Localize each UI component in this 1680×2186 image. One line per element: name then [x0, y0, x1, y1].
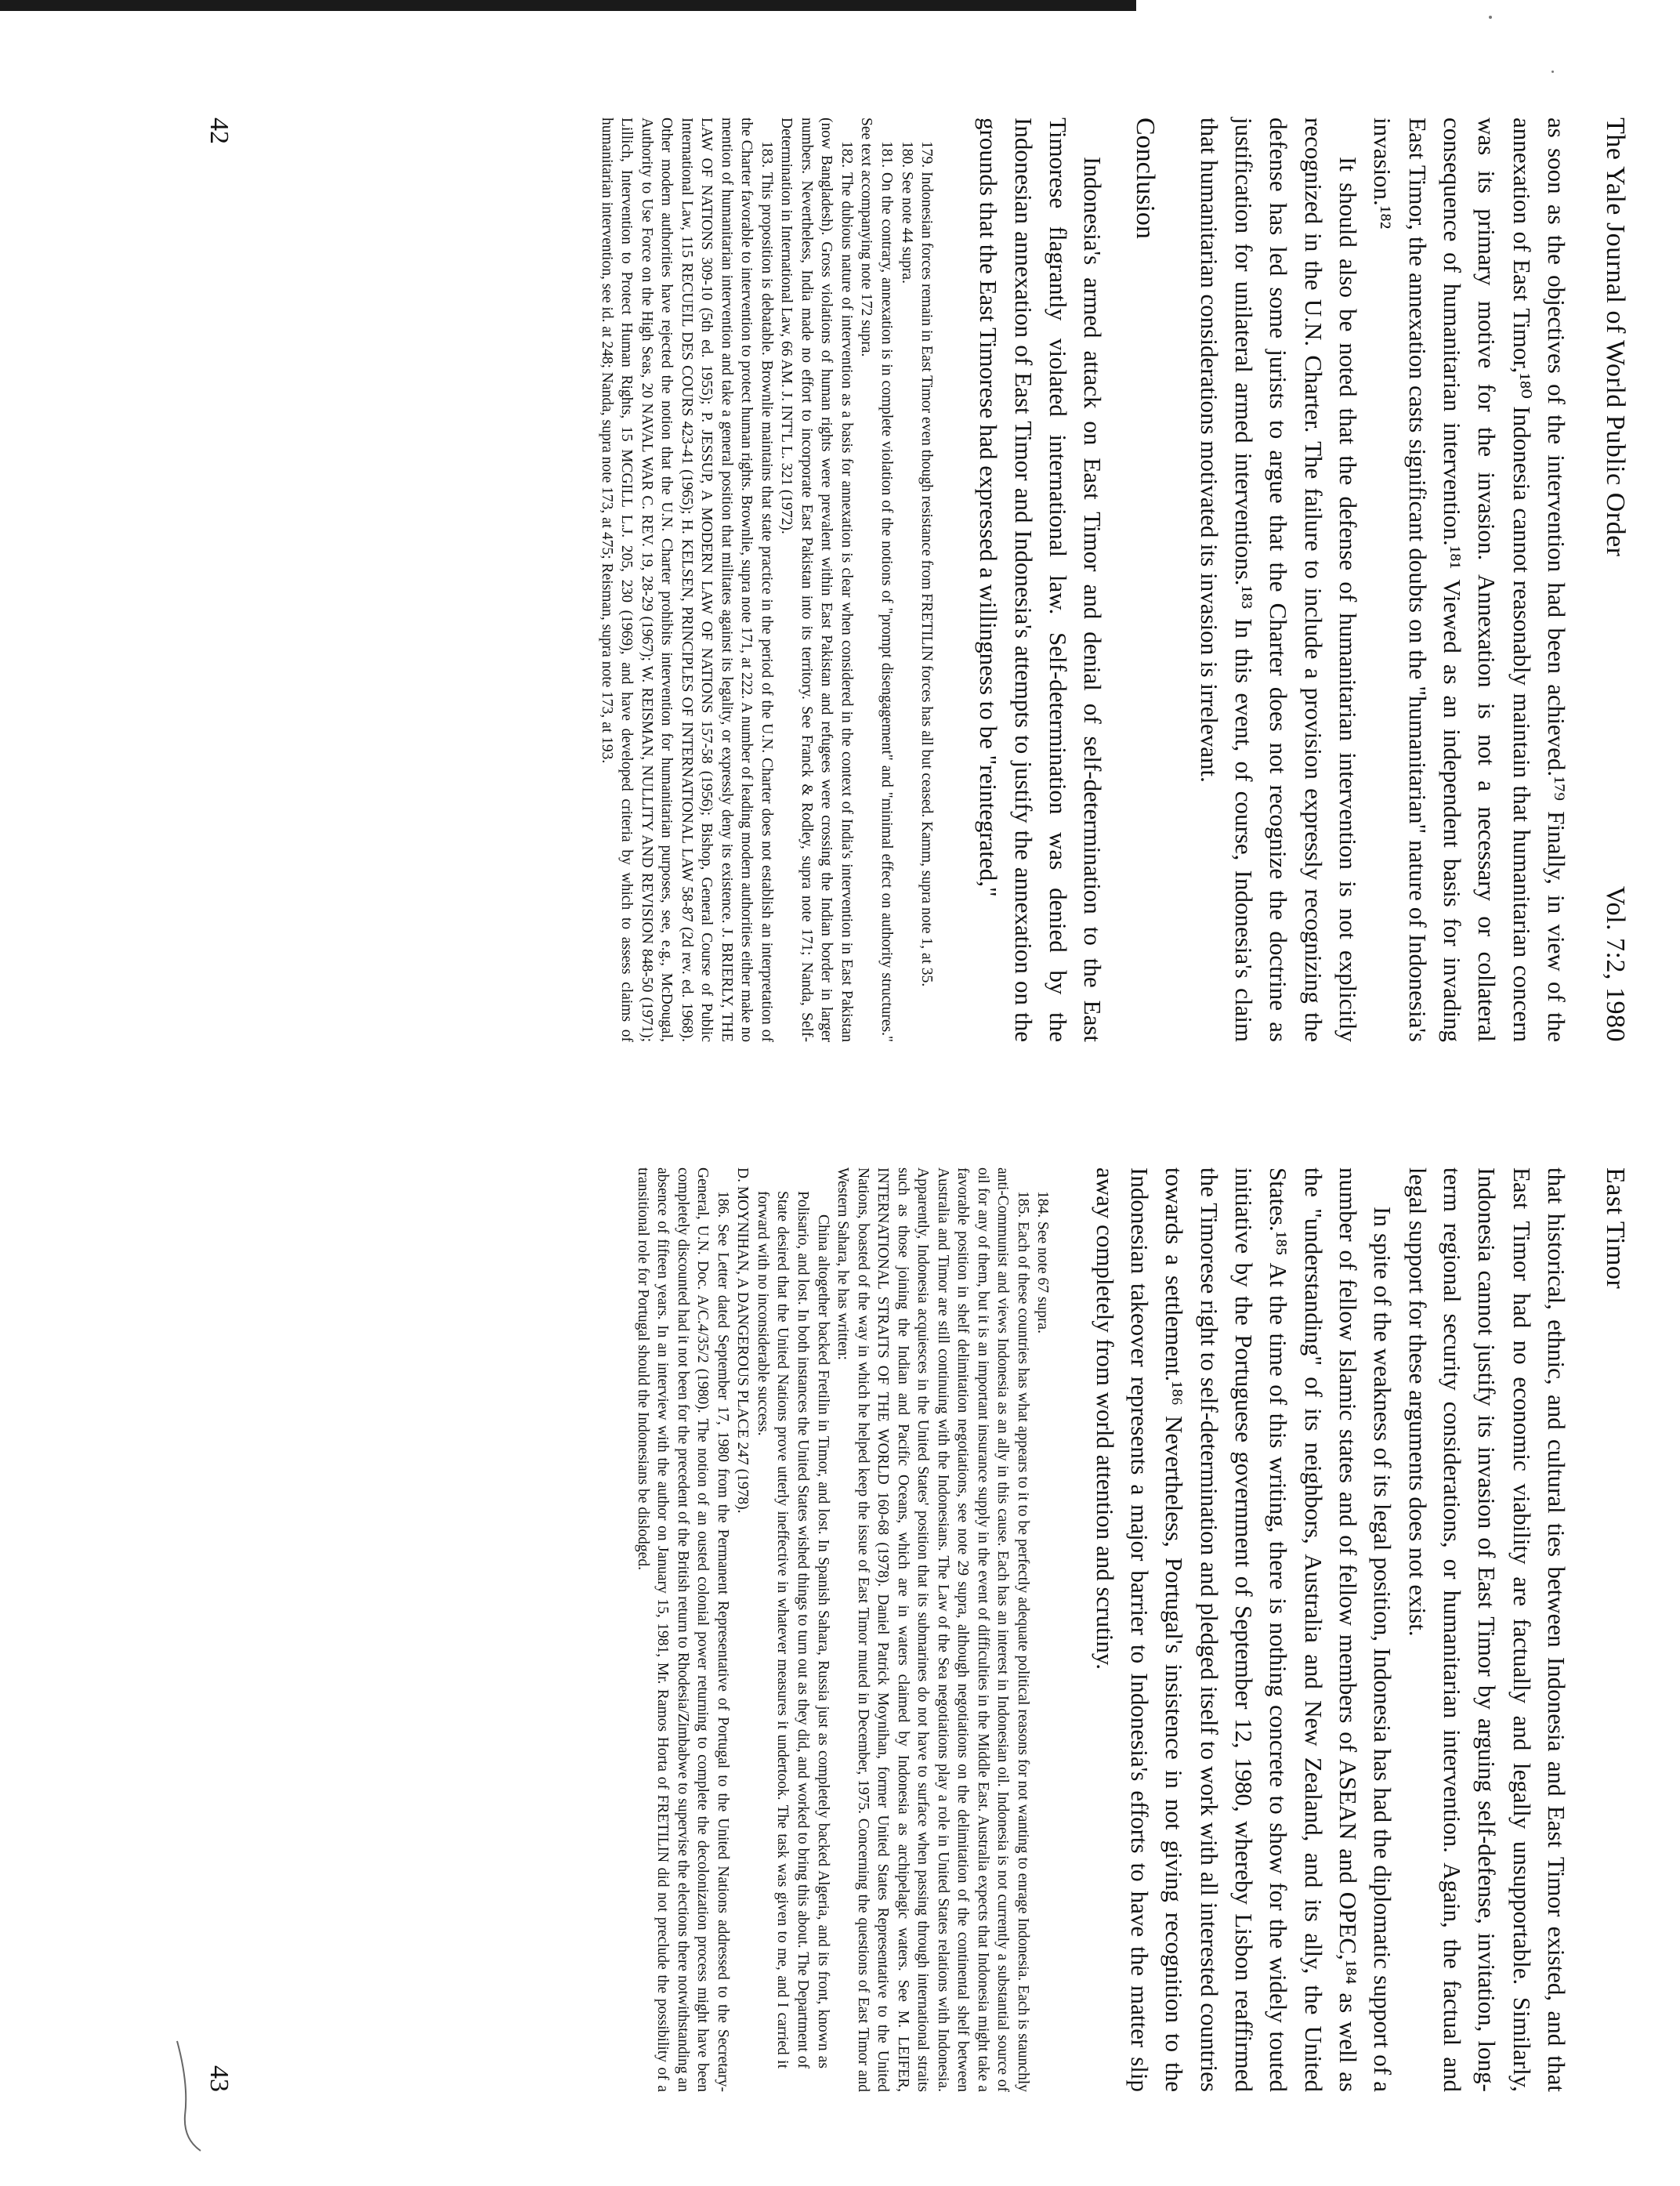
left-footnotes — [596, 118, 936, 1042]
footnote: 182. The dubious nature of intervention as a basis for annexation is clear when considered in the context of India's intervention in East Pakistan (now Bangladesh). Gross violations of human rights were prevalent within East Pakistan and refugees were crossing the Indian border in larger numbers. Nevertheless, India made no effort to incorporate East Pakistan into its territory. See Franck & Rodley, supra note 171; Nanda, Self-Determination in International Law, 66 AM. J. INT'L L. 321 (1972). — [778, 118, 855, 1042]
right-page — [204, 1167, 1630, 2092]
paragraph: that historical, ethnic, and cultural ties between Indonesia and East Timor existed, and that East Timor had no economic viability are factually and legally unsupportable. Similarly, Indonesia cannot justify its invasion of East Timor by arguing self-defense, invitation, long-term regional security considerations, or humanitarian intervention. Again, the factual and legal support for these arguments does not exist. — [1403, 1167, 1570, 2092]
scan-edge-shadow — [0, 0, 1136, 11]
footnote-citation: D. MOYNIHAN, A DANGEROUS PLACE 247 (1978). — [734, 1167, 751, 1514]
left-body-text — [971, 118, 1573, 1042]
footnote: 180. See note 44 supra. — [898, 141, 915, 284]
footnote: 185. Each of these countries has what appears to it to be perfectly adequate political reasons for not wanting to enrage Indonesia. Each is staunchly anti-Communist and views Indonesia as an ally in this cause. Each has an interest in Indonesian oil. Indonesia is not currently a substantial source of oil for any of them, but it is an important insurance supply in the event of difficulties in the Middle East. Australia expects that Indonesia might take a favorable position in shelf delimitation negotiations, see note 29 supra, although negotiations on the delimitation of the continental shelf between Australia and Timor are still continuing with the Indonesians. The Law of the Sea negotiations play a role in United States relations with Indonesia. Apparently, Indonesia acquiesces in the United States' position that its submarines do not have to surface when passing through international straits such as those joining the Indian and Pacific Oceans, which are in waters claimed by Indonesia as archipelagic waters. See M. LEIFER, INTERNATIONAL STRAITS OF THE WORLD 160-68 (1978). Daniel Patrick Moynihan, former United States Representative to the United Nations, boasted of the way in which he helped keep the issue of East Timor muted in December, 1975. Concerning the questions of East Timor and Western Sahara, he has written: — [835, 1167, 1031, 2092]
footnote: 179. Indonesian forces remain in East Timor even though resistance from FRETILIN forces has all but ceased. Kamm, supra note 1, at 35. — [918, 141, 936, 987]
right-body-text — [1087, 1167, 1573, 2092]
footnote-block-quote: China altogether backed Fretilin in Timor, and lost. In Spanish Sahara, Russia just as completely backed Algeria, and its front, known as Polisario, and lost. In both instances the United States wished things to turn out as they did, and worked to bring this about. The Department of State desired that the United Nations prove utterly ineffective in whatever measures it undertook. The task was given to me, and I carried it forward with no inconsiderable success. — [754, 1191, 831, 2068]
article-running-title: East Timor — [1601, 1167, 1630, 1290]
footnote: 184. See note 67 supra. — [1034, 1191, 1052, 1334]
left-page — [204, 118, 1630, 1042]
footnote: 183. This proposition is debatable. Brownlie maintains that state practice in the period of the U.N. Charter does not establish an interpretation of the Charter favorable to intervention to protect human rights. Brownlie, supra note 171, at 222. A number of leading modern authorities either make no mention of humanitarian intervention and take a general position that militates against its legality, or expressly deny its existence. J. BRIERLY, THE LAW OF NATIONS 309-10 (5th ed. 1955); P. JESSUP, A MODERN LAW OF NATIONS 157-58 (1956); Bishop, General Course of Public International Law, 115 RECUEIL DES COURS 423-41 (1965); H. KELSEN, PRINCIPLES OF INTERNATIONAL LAW 58-87 (2d rev. ed. 1968). Other modern authorities have rejected the notion that the U.N. Charter prohibits intervention for humanitarian purposes, see, e.g., McDougal, Authority to Use Force on the High Seas, 20 NAVAL WAR C. REV. 19, 28-29 (1967); W. REISMAN, NULLITY AND REVISION 848-50 (1971); Lillich, Intervention to Protect Human Rights, 15 MCGILL L.J. 205, 230 (1969), and have developed criteria by which to assess claims of humanitarian intervention, see id. at 248; Nanda, supra note 173, at 475; Reisman, supra note 173, at 193. — [598, 118, 775, 1042]
footnote: 181. On the contrary, annexation is in complete violation of the notions of "prompt disengagement" and "minimal effect on authority structures." See text accompanying note 172 supra. — [858, 118, 896, 1042]
journal-title: The Yale Journal of World Public Order — [1601, 118, 1630, 557]
paragraph: Indonesia's armed attack on East Timor and denial of self-determination to the East Timorese flagrantly violated international law. Self-determination was denied by the Indonesian annexation of East Timor and Indonesia's attempts to justify the annexation on the grounds that the East Timorese had expressed a willingness to be "reintegrated," — [975, 118, 1107, 1042]
right-running-head — [1600, 1167, 1630, 2092]
page-number: 43 — [205, 2065, 234, 2092]
right-footnotes — [632, 1167, 1052, 2092]
left-running-head — [1600, 118, 1630, 1042]
scan-speck — [1489, 16, 1492, 19]
paragraph: In spite of the weakness of its legal position, Indonesia has had the diplomatic support of a number of fellow Islamic states and of fellow members of ASEAN and OPEC,¹⁸⁴ as well as the "understanding" of its neighbors, Australia and New Zealand, and its ally, the United States.¹⁸⁵ At the time of this writing, there is nothing concrete to show for the widely touted initiative by the Portuguese government of September 12, 1980, whereby Lisbon reaffirmed the Timorese right to self-determination and pledged itself to work with all interested countries towards a settlement.¹⁸⁶ Nevertheless, Portugal's insistence in not giving recognition to the Indonesian takeover represents a major barrier to Indonesia's efforts to have the matter slip away completely from world attention and scrutiny. — [1091, 1167, 1397, 2092]
page-number: 42 — [205, 118, 234, 144]
paragraph: as soon as the objectives of the intervention had been achieved.¹⁷⁹ Finally, in view of the annexation of East Timor,¹⁸⁰ Indonesia cannot reasonably maintain that humanitarian concern was its primary motive for the invasion. Annexation is not a necessary or collateral consequence of humanitarian intervention.¹⁸¹ Viewed as an independent basis for invading East Timor, the annexation casts significant doubts on the "humanitarian" nature of Indonesia's invasion.¹⁸² — [1369, 118, 1570, 1042]
conclusion-heading: Conclusion — [1131, 118, 1160, 239]
journal-spread — [172, 47, 1661, 2162]
volume-label: Vol. 7:2, 1980 — [1601, 885, 1630, 1042]
footnote: 186. See Letter dated September 17, 1980 from the Permanent Representative of Portugal to the United Nations addressed to the Secretary-General, U.N. Doc. A/C.4/35/2 (1980). The notion of an ousted colonial power returning to complete the decolonization process might have been completely discounted had it not been for the precedent of the British return to Rhodesia/Zimbabwe to supervise the elections there notwithstanding an absence of fifteen years. In an interview with the author on January 15, 1981, Mr. Ramos Horta of FRETILIN did not preclude the possibility of a transitional role for Portugal should the Indonesians be dislodged. — [634, 1167, 731, 2092]
paragraph: It should also be noted that the defense of humanitarian intervention is not explicitly recognized in the U.N. Charter. The failure to include a provision expressly recognizing the defense has led some jurists to argue that the Charter does not recognize the doctrine as justification for unilateral armed interventions.¹⁸³ In this event, of course, Indonesia's claim that humanitarian considerations motivated its invasion is irrelevant. — [1195, 118, 1363, 1042]
